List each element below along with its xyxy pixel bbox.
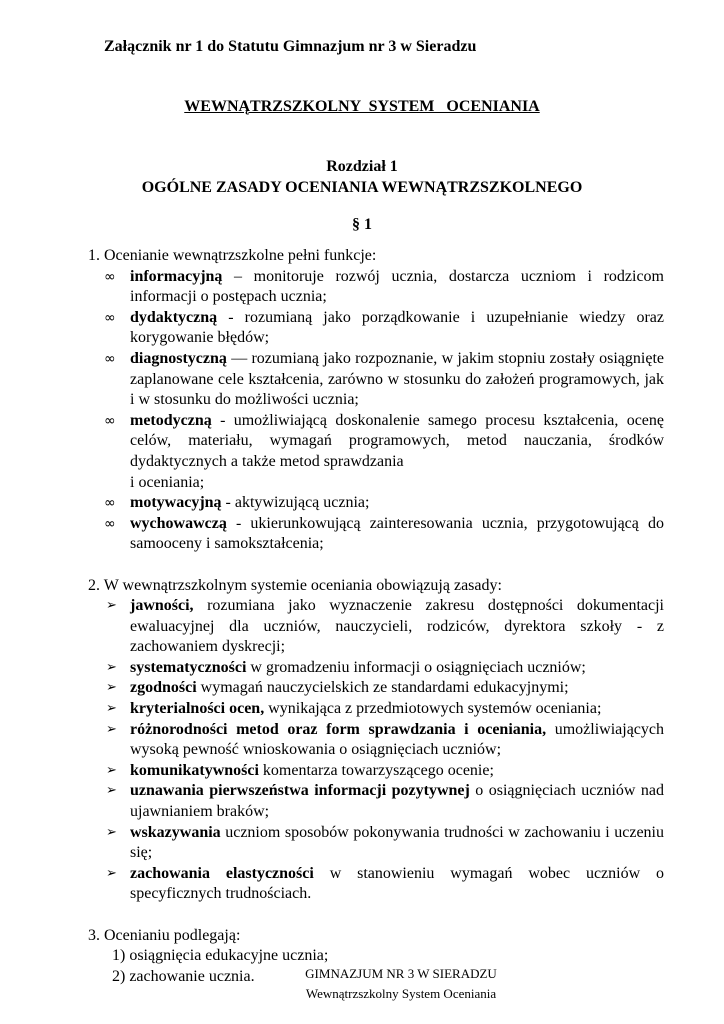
annex-header: Załącznik nr 1 do Statutu Gimnazjum nr 3 w Sieradzu (104, 38, 477, 55)
infinity-bullet-icon: ∞ (104, 268, 116, 285)
infinity-bullet-icon: ∞ (104, 515, 116, 532)
section-2-heading: 2. W wewnątrzszkolnym systemie oceniania obowiązują zasady: (88, 576, 502, 594)
item-text: – monitoruje rozwój ucznia, dostarcza uczniom i rodzicom informacji o postępach ucznia; (130, 267, 664, 306)
item-term: wychowawczą (130, 514, 227, 532)
item-text: wynikająca z przedmiotowych systemów oceniania; (264, 700, 602, 718)
item-term: systematyczności (130, 658, 247, 676)
item-term: motywacyjną (130, 494, 222, 512)
item-term: wskazywania (130, 823, 221, 841)
list-item: 1) osiągnięcia edukacyjne ucznia; (112, 947, 329, 965)
list-item (88, 823, 664, 864)
arrow-bullet-icon: ➢ (106, 721, 117, 737)
list-item (88, 493, 664, 514)
footer-school-name: GIMNAZJUM NR 3 W SIERADZU (305, 966, 497, 981)
item-text: - rozumianą jako porządkowanie i uzupełnianie wiedzy oraz korygowanie błędów; (130, 308, 664, 347)
item-text: - aktywizującą ucznia; (221, 494, 370, 512)
functions-list (88, 267, 664, 555)
infinity-bullet-icon: ∞ (104, 495, 116, 512)
section-1-heading: 1. Ocenianie wewnątrzszkolne pełni funkcje: (88, 247, 377, 264)
item-text: w stanowieniu wymagań wobec uczniów o specyficznych trudnościach. (130, 864, 664, 903)
list-item (88, 678, 664, 699)
arrow-bullet-icon: ➢ (106, 762, 117, 778)
list-item (88, 267, 664, 308)
list-item (88, 514, 664, 555)
page-footer (296, 964, 506, 1004)
item-text: - ukierunkowującą zainteresowania ucznia, przygotowującą do samooceny i samokształcenia; (130, 514, 664, 553)
list-item (88, 349, 664, 411)
item-continuation: i oceniania; (130, 473, 205, 491)
list-item (88, 864, 664, 905)
item-text: wymagań nauczycielskich ze standardami edukacyjnymi; (196, 679, 569, 697)
infinity-bullet-icon: ∞ (104, 412, 116, 429)
item-term: zachowania elastyczności (130, 864, 314, 882)
item-term: różnorodności metod oraz form sprawdzania i oceniania, (130, 720, 547, 738)
list-item: 2) zachowanie ucznia. (112, 967, 255, 985)
infinity-bullet-icon: ∞ (104, 350, 116, 367)
arrow-bullet-icon: ➢ (106, 783, 117, 799)
item-term: informacyjną (130, 267, 223, 285)
chapter-title: OGÓLNE ZASADY OCENIANIA WEWNĄTRZSZKOLNEGO (141, 179, 583, 196)
list-item (88, 781, 664, 822)
chapter-heading (0, 156, 724, 198)
chapter-number: Rozdział 1 (326, 158, 398, 175)
item-text: — rozumianą jako rozpoznanie, w jakim stopniu zostały osiągnięte zaplanowane cele kształcenia, zarówno w stosunku do założeń programowych, jak i w stosunku do możliwości ucznia; (130, 349, 664, 409)
item-term: dydaktyczną (130, 308, 218, 326)
item-term: metodyczną (130, 411, 212, 429)
item-text: w gromadzeniu informacji o osiągnięciach uczniów; (246, 658, 586, 676)
item-text: o osiągnięciach uczniów nad ujawnianiem braków; (130, 782, 665, 821)
item-term: kryterialności ocen, (130, 700, 265, 718)
item-term: diagnostyczną (130, 349, 227, 367)
item-term: komunikatywności (130, 761, 259, 779)
item-term: zgodności (130, 679, 197, 697)
item-term: uznawania pierwszeństwa informacji pozytywnej (130, 782, 470, 800)
list-item (88, 596, 664, 658)
item-text: umożliwiających wysoką pewność wnioskowania o osiągnięciach uczniów; (130, 720, 665, 759)
principles-list (88, 596, 664, 905)
arrow-bullet-icon: ➢ (106, 701, 117, 717)
arrow-bullet-icon: ➢ (106, 659, 117, 675)
arrow-bullet-icon: ➢ (106, 865, 117, 881)
paragraph-symbol: § 1 (352, 216, 372, 233)
list-item (88, 699, 664, 720)
document-title (0, 98, 724, 116)
item-text: uczniom sposobów pokonywania trudności w zachowaniu i uczeniu się; (130, 823, 664, 862)
list-item (88, 308, 664, 349)
document-body (88, 246, 664, 987)
item-term: jawności, (130, 597, 194, 615)
list-item (88, 761, 664, 782)
item-text: - umożliwiającą doskonalenie samego procesu kształcenia, ocenę celów, materiału, wymagań programowych, metod nauczania, środków dydaktycznych a także metod sprawdzania (130, 411, 664, 470)
arrow-bullet-icon: ➢ (106, 824, 117, 840)
section-3-heading: 3. Ocenianiu podlegają: (88, 926, 241, 944)
arrow-bullet-icon: ➢ (106, 598, 117, 614)
footer-document-name: Wewnątrzszkolny System Oceniania (305, 986, 497, 1001)
item-text: rozumiana jako wyznaczenie zakresu dostępności dokumentacji ewaluacyjnej dla uczniów, nauczycieli, rodziców, dyrektora szkoły - z zachowaniem dyskrecji; (130, 597, 664, 656)
list-item (88, 658, 664, 679)
document-title-text: WEWNĄTRZSZKOLNY SYSTEM OCENIANIA (184, 98, 540, 115)
infinity-bullet-icon: ∞ (104, 309, 116, 326)
list-item (88, 411, 664, 493)
item-text: komentarza towarzyszącego ocenie; (258, 761, 494, 779)
list-item (88, 720, 664, 761)
arrow-bullet-icon: ➢ (106, 680, 117, 696)
